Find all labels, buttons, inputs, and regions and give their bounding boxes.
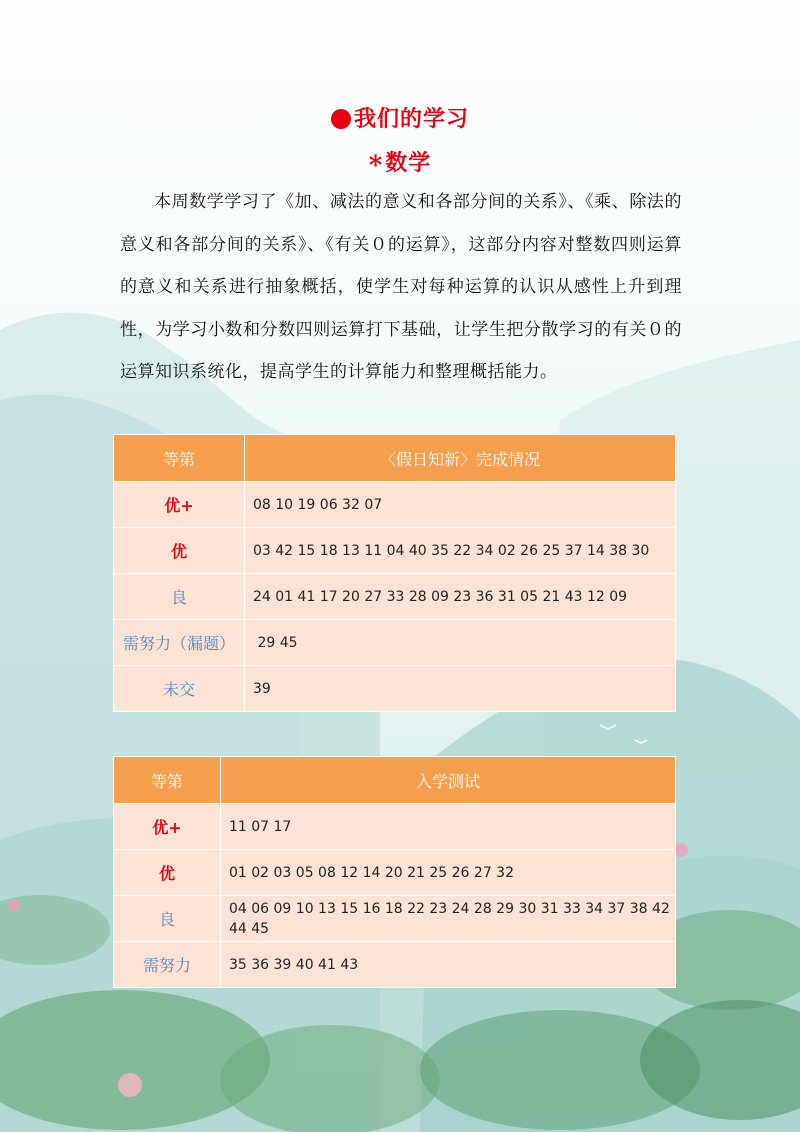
grade-label: 良 [114,574,245,620]
subject-text: 数学 [385,150,432,176]
student-numbers-text: 35 36 39 40 41 43 [229,956,359,973]
grade-column-header: 等第 [114,757,221,804]
table-row [114,896,676,942]
student-numbers-text: 03 42 15 18 13 11 04 40 35 22 34 02 26 25 37 14 38 30 [253,542,650,559]
student-numbers [245,666,676,712]
student-numbers [245,574,676,620]
heading-text: 我们的学习 [353,106,469,132]
grade-label: 优 [114,528,245,574]
table-row [114,666,676,712]
student-numbers-text: 11 07 17 [229,818,292,835]
table-row [114,482,676,528]
holiday-review-table [113,434,676,712]
table-row [114,528,676,574]
student-numbers-text: 08 10 19 06 32 07 [253,496,383,513]
table-row [114,942,676,988]
table-row [114,804,676,850]
student-numbers [221,804,676,850]
grade-label: 良 [114,896,221,942]
asterisk-icon: * [368,151,384,181]
student-numbers [221,850,676,896]
student-numbers-text: 39 [253,680,271,697]
test-column-header: 入学测试 [221,757,676,804]
student-numbers-text: 24 01 41 17 20 27 33 28 09 23 36 31 05 21 43 12 09 [253,588,628,605]
table-header-row [114,757,676,804]
student-numbers [245,528,676,574]
grade-column-header: 等第 [114,435,245,482]
entrance-test-table [113,756,676,988]
student-numbers [245,620,676,666]
grade-label: 优+ [114,482,245,528]
red-dot-icon [331,109,351,129]
student-numbers-text: 04 06 09 10 13 15 16 18 22 23 24 28 29 30 31 33 34 37 38 42 44 45 [229,900,675,937]
grade-label: 优 [114,850,221,896]
student-numbers [221,942,676,988]
grade-label: 需努力（漏题） [114,620,245,666]
student-numbers-text: 01 02 03 05 08 12 14 20 21 25 26 27 32 [229,864,514,881]
table-row [114,620,676,666]
section-heading [0,102,800,133]
student-numbers-text: 29 45 [253,634,298,651]
status-column-header: 〈假日知新〉完成情况 [245,435,676,482]
grade-label: 未交 [114,666,245,712]
table-row [114,574,676,620]
student-numbers [221,896,676,942]
subject-heading [0,146,800,181]
grade-label: 优+ [114,804,221,850]
table-header-row [114,435,676,482]
grade-label: 需努力 [114,942,221,988]
student-numbers [245,482,676,528]
math-summary-paragraph: 本周数学学习了《加、减法的意义和各部分间的关系》、《乘、除法的意义和各部分间的关系》、《有关０的运算》，这部分内容对整数四则运算的意义和关系进行抽象概括，使学生对每种运算的认识从感性上升到理性，为学习小数和分数四则运算打下基础，让学生把分散学习的有关０的运算知识系统化，提高学生的计算能力和整理概括能力。 [120,192,682,382]
table-row [114,850,676,896]
